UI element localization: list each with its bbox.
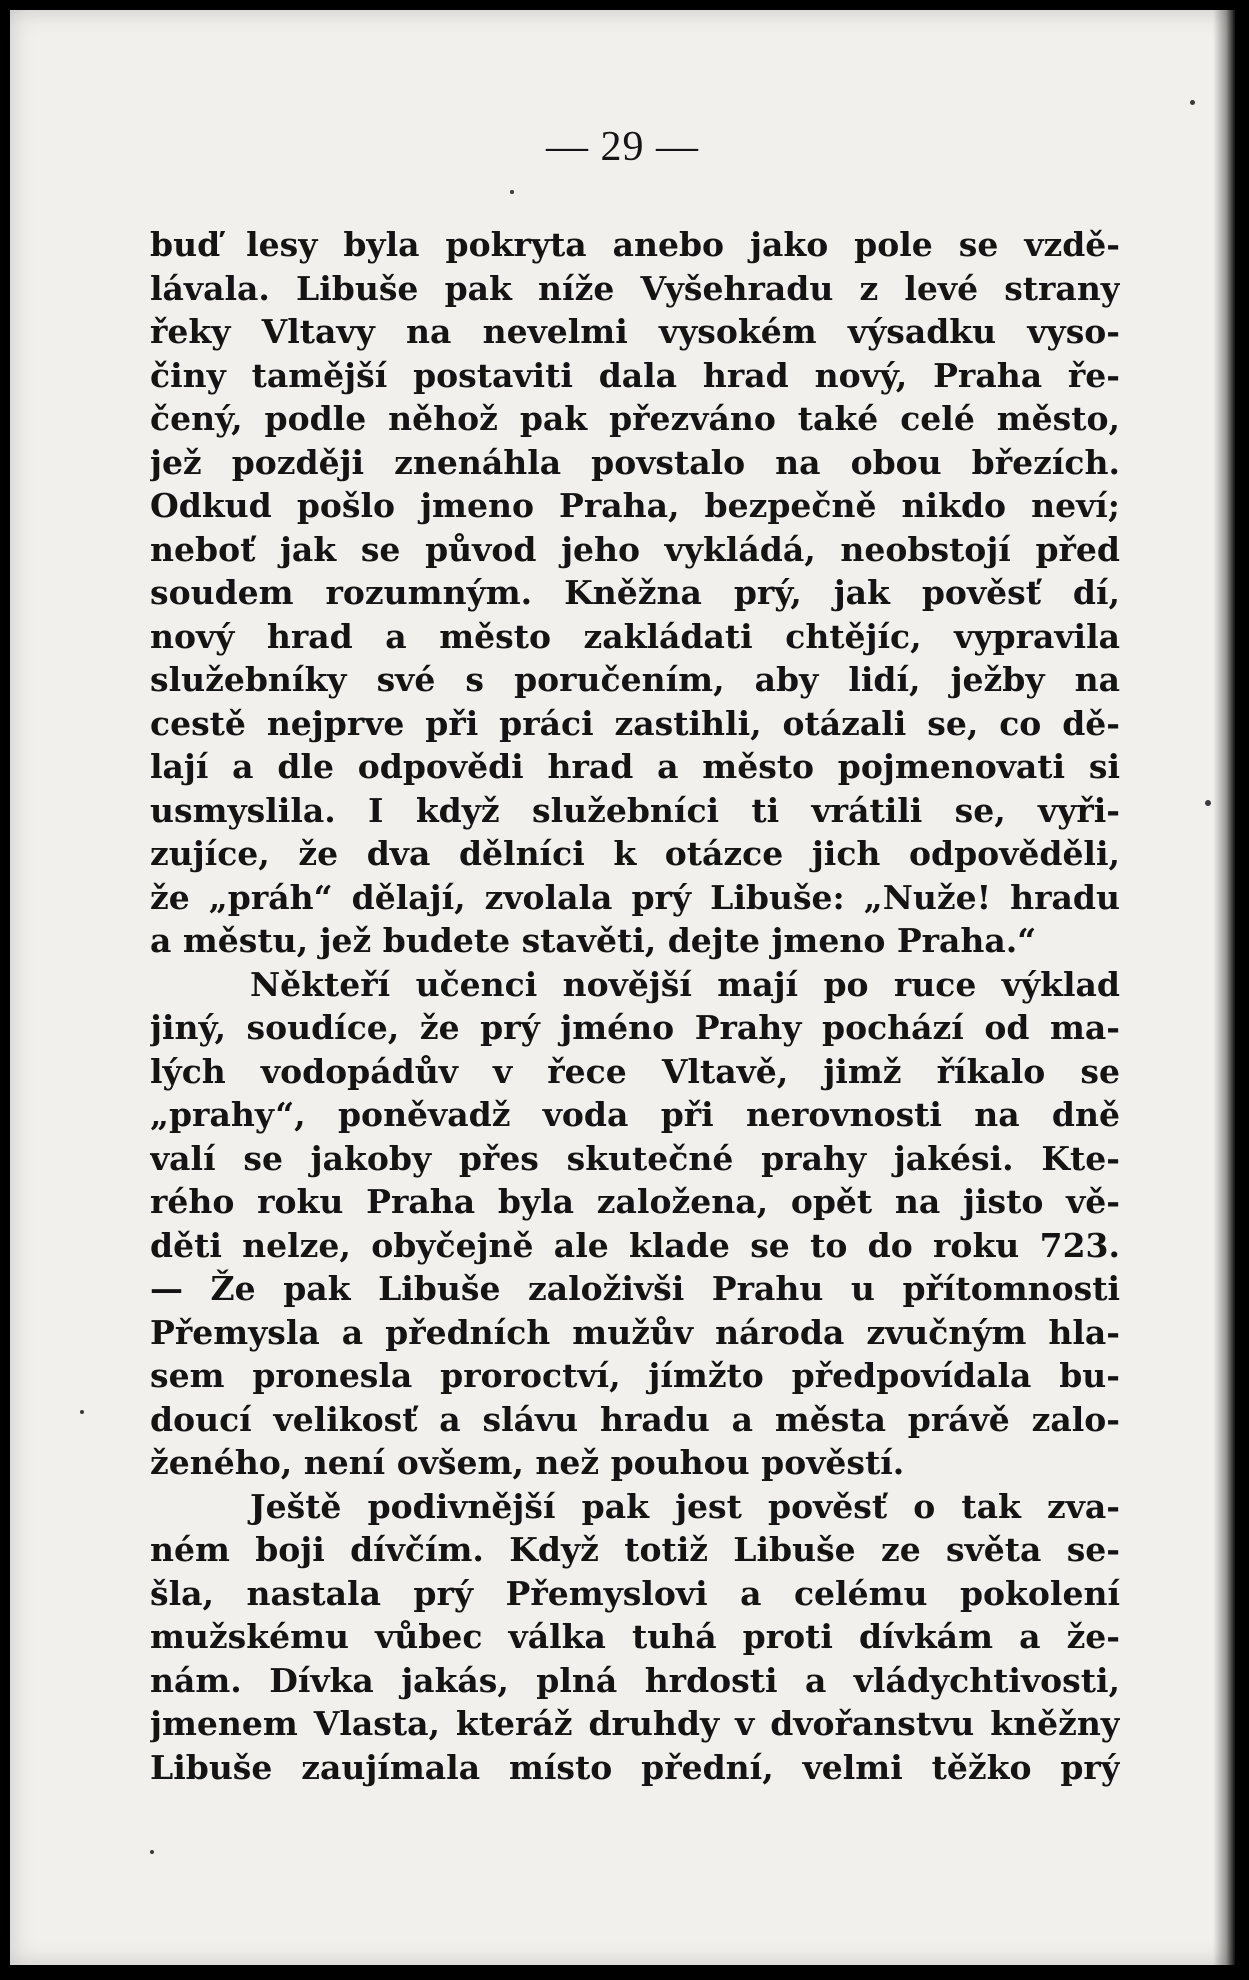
text-line: služebníky své s poručením, aby lidí, ježby na (150, 660, 1120, 699)
text-line: rého roku Praha byla založena, opět na jisto vě- (150, 1182, 1120, 1221)
text-line: jež později znenáhla povstalo na obou březích. (150, 442, 1120, 482)
text-line: ném boji dívčím. Když totiž Libuše ze světa se- (150, 1530, 1120, 1569)
text-line: že „práh“ dělají, zvolala prý Libuše: „Nuže! hradu (150, 877, 1120, 917)
text-line: lávala. Libuše pak níže Vyšehradu z levé strany (150, 268, 1120, 308)
page-number: — 29 — (546, 124, 699, 170)
text-line: valí se jakoby přes skutečné prahy jakési. Kte- (150, 1138, 1120, 1178)
text-line: usmyslila. I když služebníci ti vrátili se, vyři- (150, 790, 1120, 830)
text-line: buď lesy byla pokryta anebo jako pole se vzdě- (150, 225, 1120, 264)
text-line: činy tamější postaviti dala hrad nový, Praha ře- (150, 355, 1120, 395)
scan-speck (1190, 100, 1195, 105)
text-line: neboť jak se původ jeho vykládá, neobstojí před (150, 529, 1120, 569)
text-line: doucí velikosť a slávu hradu a města právě zalo- (150, 1399, 1120, 1439)
text-line: Libuše zaujímala místo přední, velmi těžko prý (150, 1747, 1120, 1787)
text-line: nový hrad a město zakládati chtějíc, vypravila (150, 616, 1120, 656)
text-line: šla, nastala prý Přemyslovi a celému pokolení (150, 1573, 1120, 1613)
text-line: lají a dle odpovědi hrad a město pojmenovati si (150, 747, 1120, 786)
text-line: jmenem Vlasta, kteráž druhdy v dvořanstvu kněžny (150, 1704, 1120, 1743)
text-line: nám. Dívka jakás, plná hrdosti a vládychtivosti, (150, 1660, 1120, 1700)
body-text (150, 223, 1120, 1789)
scan-speck (1205, 800, 1211, 806)
text-line: děti nelze, obyčejně ale klade se to do roku 723. (150, 1225, 1120, 1265)
book-page (10, 10, 1235, 1965)
scan-speck (510, 190, 514, 194)
text-line: jiný, soudíce, že prý jméno Prahy pochází od ma- (150, 1008, 1120, 1047)
text-line: Někteří učenci novější mají po ruce výklad (250, 964, 1120, 1004)
scan-speck (80, 1410, 84, 1414)
scan-speck (150, 1850, 154, 1854)
text-line: ženého, není ovšem, než pouhou pověstí. (150, 1443, 905, 1482)
text-line: soudem rozumným. Kněžna prý, jak pověsť dí, (150, 573, 1120, 612)
text-line: Ještě podivnější pak jest pověsť o tak zva- (250, 1486, 1120, 1526)
page-edge-shadow (1213, 10, 1235, 1965)
text-line: Odkud pošlo jmeno Praha, bezpečně nikdo neví; (150, 486, 1120, 525)
text-line: „prahy“, poněvadž voda při nerovnosti na dně (150, 1095, 1120, 1134)
text-line: zujíce, že dva dělníci k otázce jich odpověděli, (150, 834, 1120, 873)
text-line: čený, podle něhož pak přezváno také celé město, (150, 399, 1120, 438)
text-line: řeky Vltavy na nevelmi vysokém výsadku vyso- (150, 312, 1120, 351)
text-line: cestě nejprve při práci zastihli, otázali se, co dě- (150, 703, 1120, 743)
text-line: — Že pak Libuše založivši Prahu u přítomnosti (150, 1269, 1120, 1308)
text-line: lých vodopádův v řece Vltavě, jimž říkalo se (150, 1051, 1120, 1091)
text-line: Přemysla a předních mužův národa zvučným hla- (150, 1312, 1120, 1352)
text-line: a městu, jež budete stavěti, dejte jmeno Praha.“ (150, 921, 1037, 960)
text-line: mužskému vůbec válka tuhá proti dívkám a že- (150, 1617, 1120, 1656)
text-line: sem pronesla proroctví, jímžto předpovídala bu- (150, 1356, 1120, 1395)
